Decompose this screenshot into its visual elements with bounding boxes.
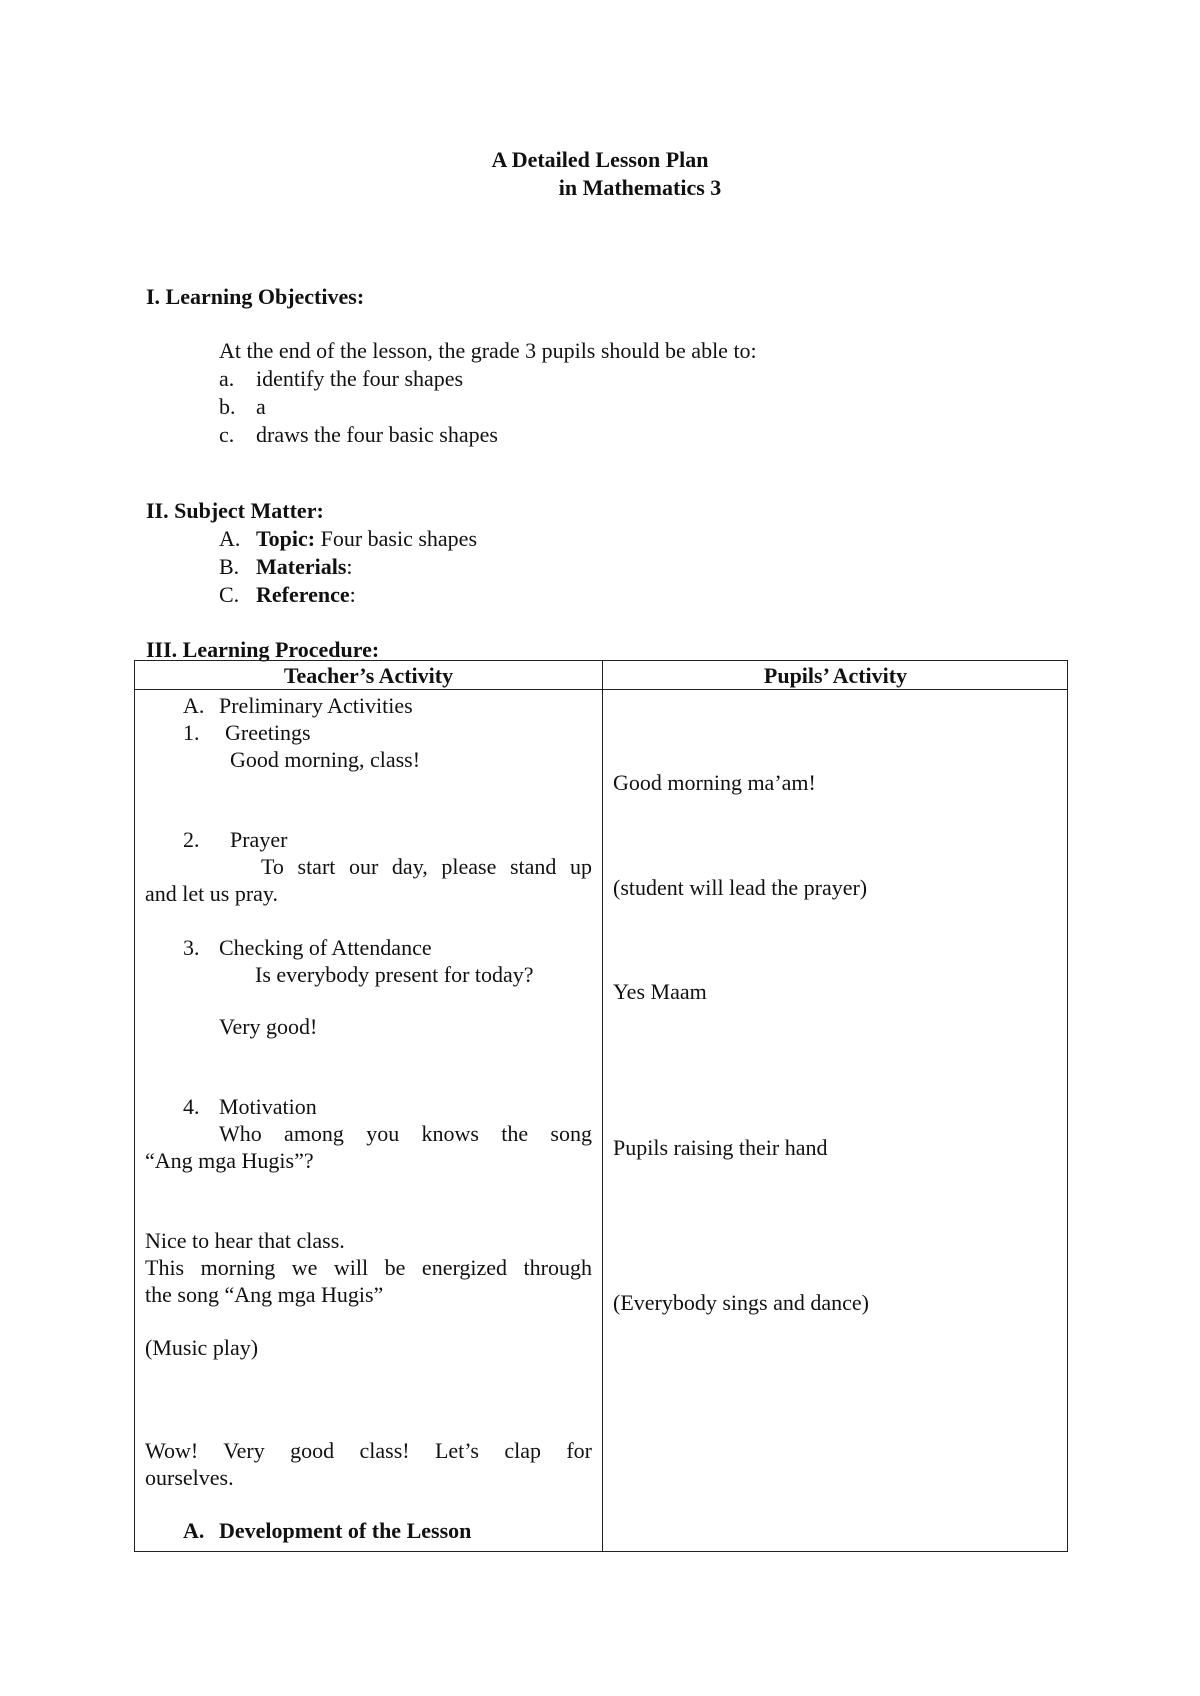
section-subject-matter-heading: II. Subject Matter: <box>146 498 324 523</box>
attendance-praise: Very good! <box>219 1014 318 1039</box>
subject-label: Topic: <box>256 526 316 551</box>
development-of-lesson: Development of the Lesson <box>219 1518 472 1543</box>
section-learning-objectives-heading: I. Learning Objectives: <box>146 284 365 309</box>
prayer-text-line1: To start our day, please stand up <box>261 854 592 879</box>
motivation-question-line1: Who among you knows the song <box>219 1121 592 1146</box>
objective-text: identify the four shapes <box>256 366 464 391</box>
list-marker: 1. <box>183 720 200 745</box>
subject-value: : <box>346 554 353 579</box>
energize-line2: the song “Ang mga Hugis” <box>145 1282 384 1307</box>
objectives-intro: At the end of the lesson, the grade 3 pupils should be able to: <box>219 338 757 363</box>
list-marker: 2. <box>183 827 200 852</box>
subject-item-topic <box>256 525 477 552</box>
greetings-heading: Greetings <box>225 720 311 745</box>
subject-value: Four basic shapes <box>315 526 478 551</box>
subject-label: Reference <box>256 582 350 607</box>
list-marker: A. <box>183 1518 205 1543</box>
subject-value: : <box>349 582 356 607</box>
nice-to-hear: Nice to hear that class. <box>145 1228 345 1253</box>
pupils-attendance-reply: Yes Maam <box>613 979 707 1004</box>
document-title: A Detailed Lesson Plan <box>491 147 709 172</box>
energize-line1: This morning we will be energized through <box>145 1255 592 1280</box>
motivation-question-line2: “Ang mga Hugis”? <box>145 1148 314 1173</box>
subject-marker: B. <box>219 554 240 579</box>
pupils-prayer-reply: (student will lead the prayer) <box>613 875 868 900</box>
pupils-motivation-reply: Pupils raising their hand <box>613 1135 828 1160</box>
preliminary-activities: Preliminary Activities <box>219 693 413 718</box>
objective-marker: b. <box>219 394 236 419</box>
attendance-heading: Checking of Attendance <box>219 935 432 960</box>
motivation-heading: Motivation <box>219 1094 317 1119</box>
column-header-pupils: Pupils’ Activity <box>763 663 908 688</box>
list-marker: A. <box>183 693 205 718</box>
section-learning-procedure-heading: III. Learning Procedure: <box>146 637 380 662</box>
pupils-song-reply: (Everybody sings and dance) <box>613 1290 869 1315</box>
clap-line1: Wow! Very good class! Let’s clap for <box>145 1438 592 1463</box>
list-marker: 3. <box>183 935 200 960</box>
attendance-question: Is everybody present for today? <box>255 962 534 987</box>
list-marker: 4. <box>183 1094 200 1119</box>
objective-text: draws the four basic shapes <box>256 422 498 447</box>
prayer-heading: Prayer <box>230 827 288 852</box>
subject-marker: C. <box>219 582 240 607</box>
document-subtitle: in Mathematics 3 <box>558 175 722 200</box>
table-header-divider <box>135 689 1067 690</box>
subject-item-materials <box>256 553 353 580</box>
procedure-table <box>134 660 1068 1552</box>
objective-marker: a. <box>219 366 235 391</box>
subject-marker: A. <box>219 526 241 551</box>
table-column-divider <box>602 661 603 1551</box>
column-header-teacher: Teacher’s Activity <box>283 663 454 688</box>
greetings-text: Good morning, class! <box>230 747 421 772</box>
subject-label: Materials <box>256 554 347 579</box>
prayer-text-line2: and let us pray. <box>145 881 278 906</box>
clap-line2: ourselves. <box>145 1465 234 1490</box>
subject-item-reference <box>256 581 356 608</box>
objective-marker: c. <box>219 422 235 447</box>
pupils-greeting-reply: Good morning ma’am! <box>613 770 816 795</box>
music-play: (Music play) <box>145 1335 259 1360</box>
objective-text: a <box>256 394 266 419</box>
